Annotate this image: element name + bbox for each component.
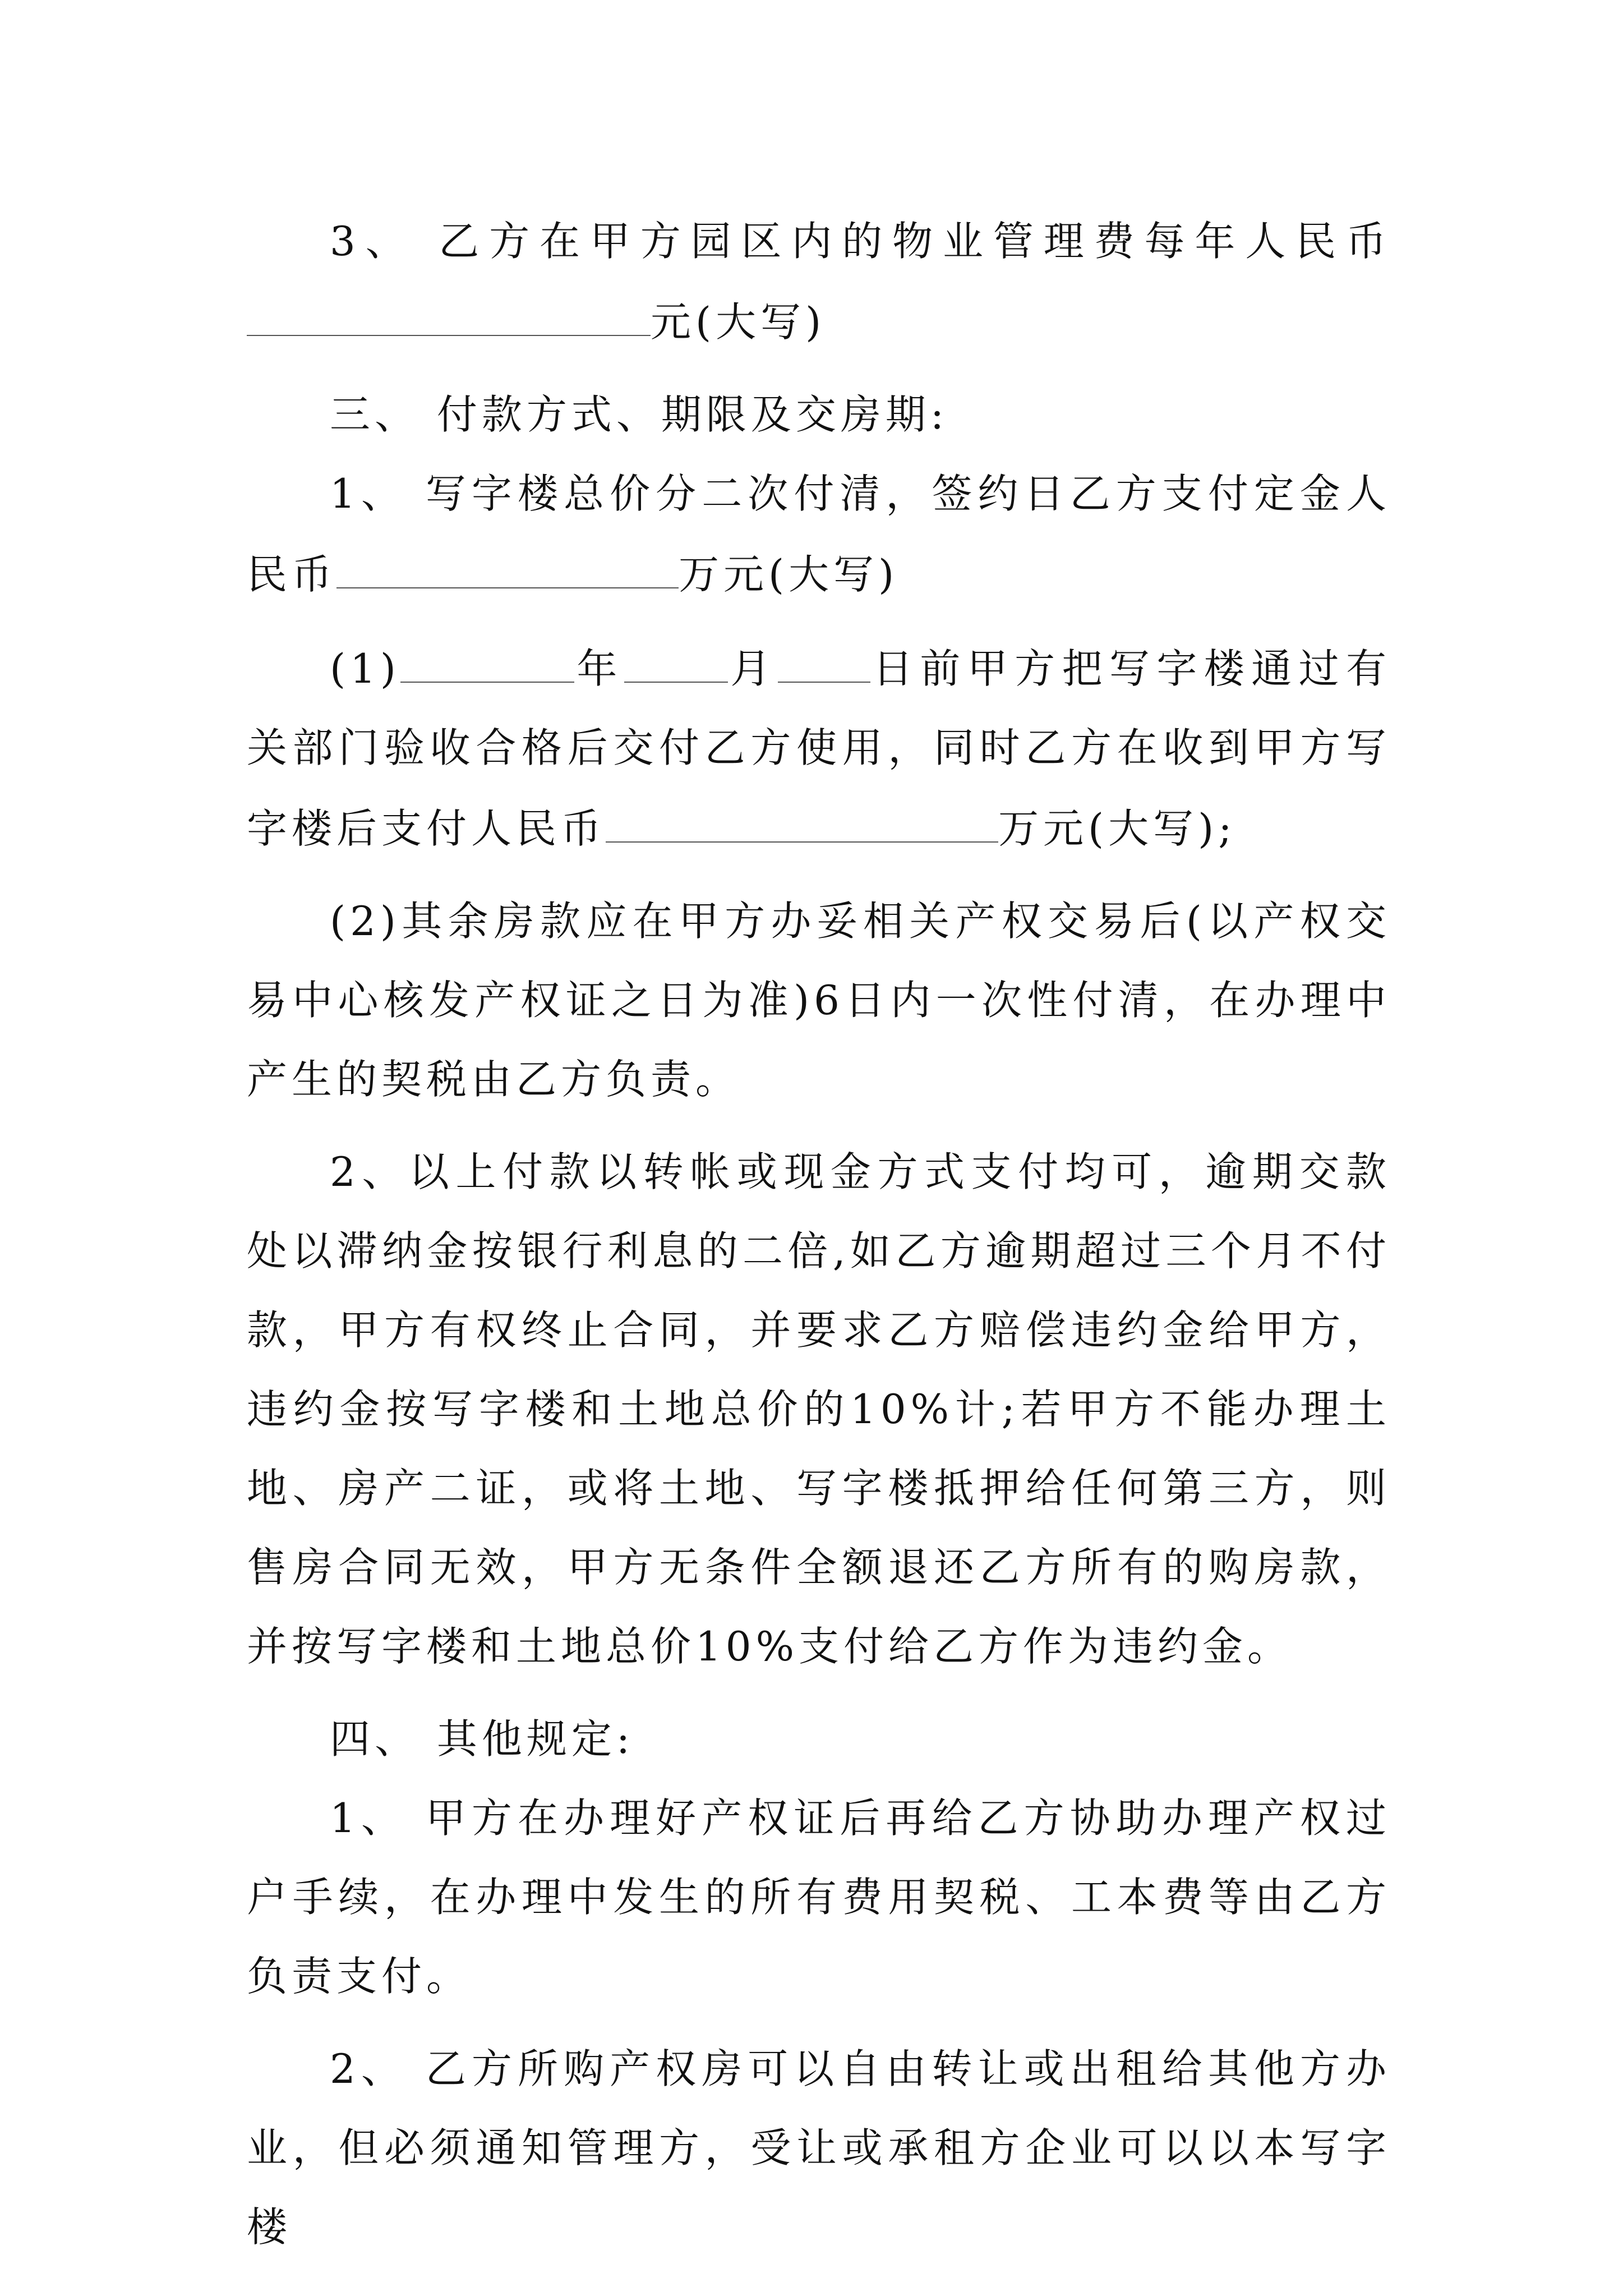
- section-3-heading: 三、 付款方式、期限及交房期:: [330, 391, 949, 438]
- payment-amount-blank[interactable]: [606, 788, 998, 843]
- contract-page: [247, 202, 1391, 2267]
- property-fee-blank[interactable]: [247, 281, 651, 336]
- payment-item-1-unit: 万元(大写);: [998, 805, 1237, 852]
- year-label: 年: [574, 645, 624, 692]
- payment-clause-1-text: 1、 写字楼总价分二次付清，签约日乙方支付定金人民币: [247, 470, 1391, 598]
- clause-3-property-fee: [247, 202, 1391, 362]
- clause-3-text: 3、 乙方在甲方园区内的物业管理费每年人民币: [330, 218, 1391, 265]
- payment-item-1-number: (1): [330, 645, 400, 692]
- month-label: 月: [727, 645, 778, 692]
- section-4-heading: 四、 其他规定:: [330, 1715, 635, 1763]
- payment-clause-1-unit: 万元(大写): [679, 551, 899, 598]
- payment-clause-2: 2、以上付款以转帐或现金方式支付均可，逾期交款处以滞纳金按银行利息的二倍,如乙方逾期超过三个月不付款，甲方有权终止合同，并要求乙方赔偿违约金给甲方，违约金按写字楼和土地总价的10%计;若甲方不能办理土地、房产二证，或将土地、写字楼抵押给任何第三方，则售房合同无效，甲方无条件全额退还乙方所有的购房款，并按写字楼和土地总价10%支付给乙方作为违约金。: [247, 1148, 1391, 1670]
- day-blank[interactable]: [778, 628, 870, 683]
- payment-item-1: [247, 628, 1391, 868]
- other-clause-1: 1、 甲方在办理好产权证后再给乙方协助办理产权过户手续，在办理中发生的所有费用契税、工本费等由乙方负责支付。: [247, 1795, 1391, 2000]
- month-blank[interactable]: [624, 628, 728, 683]
- clause-3-unit: 元(大写): [651, 298, 826, 346]
- year-blank[interactable]: [400, 628, 574, 683]
- payment-item-1-text: 日前甲方把写字楼通过有关部门验收合格后交付乙方使用，同时乙方在收到甲方写字楼后支付人民币: [247, 645, 1391, 852]
- payment-item-2: (2)其余房款应在甲方办妥相关产权交易后(以产权交易中心核发产权证之日为准)6日内一次性付清，在办理中产生的契税由乙方负责。: [247, 898, 1391, 1103]
- deposit-amount-blank[interactable]: [336, 533, 679, 588]
- other-clause-2: 2、 乙方所购产权房可以自由转让或出租给其他方办业，但必须通知管理方，受让或承租方企业可以以本写字楼: [247, 2045, 1391, 2251]
- payment-clause-1: [247, 454, 1391, 614]
